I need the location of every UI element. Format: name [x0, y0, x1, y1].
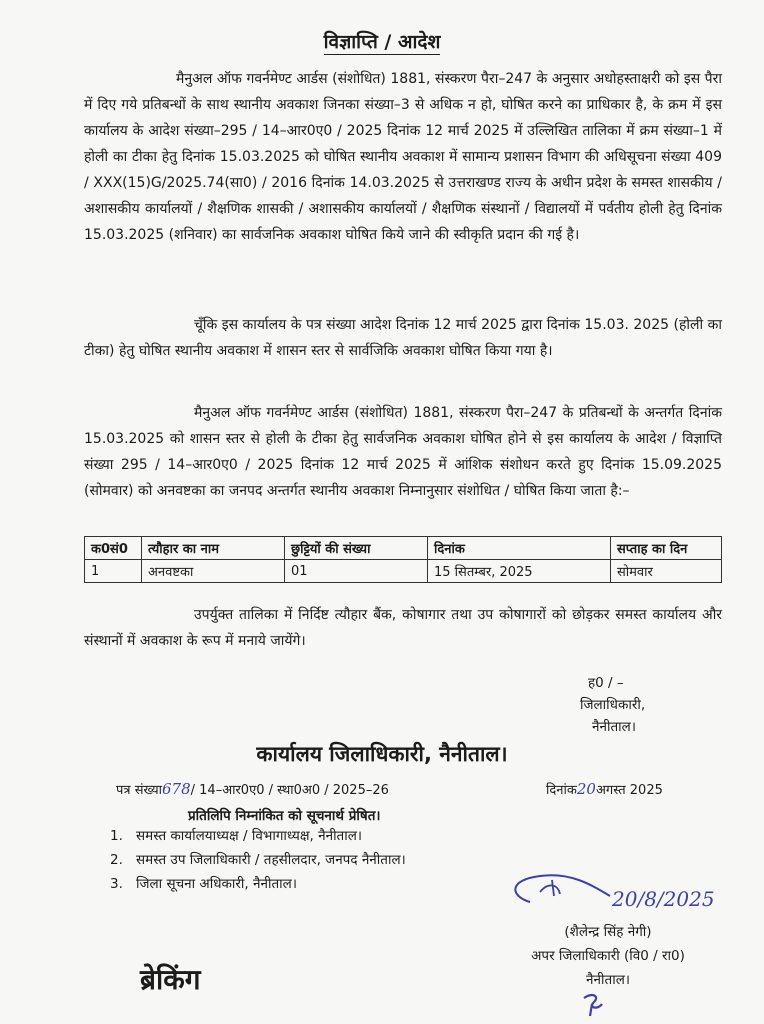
date-suffix: अगस्त 2025: [595, 783, 663, 798]
list-text: जिला सूचना अधिकारी, नैनीताल।: [136, 876, 297, 892]
letter-number: [116, 780, 389, 798]
cell-serial: 1: [85, 560, 142, 583]
overlay-breaking-label: ब्रेकिंग: [140, 963, 201, 996]
list-number: 1.: [110, 828, 123, 844]
document-title: [0, 28, 764, 54]
letter-date: [546, 780, 663, 798]
place: नैनीताल।: [592, 719, 636, 735]
col-weekday: सप्ताह का दिन: [611, 537, 722, 560]
paragraph-4: उपर्युक्त तालिका में निर्दिष्ट त्यौहार बैंक, कोषागार तथा उप कोषागारों को छोड़कर समस्त कार्यालय और संस्थानों में अवकाश के रूप में मनाये जायेंगे।: [84, 607, 722, 649]
handwritten-letter-no: 678: [162, 780, 191, 798]
designation: जिलाधिकारी,: [580, 697, 646, 713]
holiday-table: [84, 536, 722, 583]
copy-forwarded-line: प्रतिलिपि निम्नांकित को सूचनार्थ प्रेषित।: [188, 808, 381, 824]
paragraph-2: चूँकि इस कार्यालय के पत्र संख्या आदेश दिनांक 12 मार्च 2025 द्वारा दिनांक 15.03. 2025 (होली का टीका) हेतु घोषित स्थानीय अवकाश में शासन स्तर से सार्वजिकि अवकाश घोषित किया गया है।: [84, 317, 722, 359]
letter-suffix: / 14–आर0ए0 / स्था0अ0 / 2025–26: [190, 783, 389, 798]
list-number: 3.: [110, 876, 123, 892]
signature-block-adm: [508, 920, 708, 992]
col-festival: त्यौहार का नाम: [142, 537, 285, 560]
signature-date: 20/8/2025: [612, 887, 715, 911]
list-item: [110, 824, 406, 848]
date-prefix: दिनांक: [546, 783, 577, 798]
signature-initials: [540, 880, 560, 896]
title-text: विज्ञाप्ति / आदेश: [323, 31, 441, 53]
cell-holiday-count: 01: [285, 560, 428, 583]
letter-prefix: पत्र संख्या: [116, 783, 162, 798]
cell-festival: अनवष्टका: [142, 560, 285, 583]
table-header-row: [85, 537, 722, 560]
cell-weekday: सोमवार: [611, 560, 722, 583]
list-item: [110, 848, 406, 872]
list-text: समस्त उप जिलाधिकारी / तहसीलदार, जनपद नैनीताल।: [136, 852, 406, 868]
initial-mark: [578, 990, 608, 1018]
signatory-designation: अपर जिलाधिकारी (वि0 / रा0): [531, 948, 685, 964]
recipient-list: [110, 824, 406, 896]
initial-stroke: [584, 995, 602, 1016]
paragraph-1: मैनुअल ऑफ गवर्नमेण्ट आर्डस (संशोधित) 1881, संस्करण पैरा–247 के अनुसार अधोहस्ताक्षरी को इस पैरा में दिए गये प्रतिबन्धों के साथ स्थानीय अवकाश जिनका संख्या–3 से अधिक न हो, घोषित करने का प्राधिकार है, के क्रम में इस कार्यालय के आदेश संख्या–295 / 14–आर0ए0 / 2025 दिनांक 12 मार्च 2025 में उल्लिखित तालिका में क्रम संख्या–1 में होली का टीका हेतु दिनांक 15.03.2025 को घोषित स्थानीय अवकाश में सामान्य प्रशासन विभाग की अधिसूचना संख्या 409 / XXX(15)G/2025.74(सा0) / 2016 दिनांक 14.03.2025 से उत्तराखण्ड राज्य के अधीन प्रदेश के समस्त शासकीय / अशासकीय कार्यालयों / शैक्षणिक शासकी / अशासकीय कार्यालयों / शैक्षणिक संस्थानों / विद्यालयों में पर्वतीय होली हेतु दिनांक 15.03.2025 (शनिवार) का सार्वजनिक अवकाश घोषित किये जाने की स्वीकृति प्रदान की गई है।: [84, 71, 722, 243]
signatory-name: (शैलेन्द्र सिंह नेगी): [564, 924, 652, 940]
list-text: समस्त कार्यालयाध्यक्ष / विभागाध्यक्ष, नैनीताल।: [136, 828, 363, 844]
col-serial: क0सं0: [85, 537, 142, 560]
table-row: [85, 560, 722, 583]
col-holiday-count: छुट्टियों की संख्या: [285, 537, 428, 560]
cell-date: 15 सितम्बर, 2025: [428, 560, 611, 583]
office-heading: कार्यालय जिलाधिकारी, नैनीताल।: [256, 742, 508, 766]
col-date: दिनांक: [428, 537, 611, 560]
paragraph-3: मैनुअल ऑफ गवर्नमेण्ट आर्डस (संशोधित) 1881, संस्करण पैरा–247 के प्रतिबन्धों के अन्तर्गत दिनांक 15.03.2025 को शासन स्तर से होली के टीका हेतु सार्वजनिक अवकाश घोषित होने से इस कार्यालय के आदेश / विज्ञाप्ति संख्या 295 / 14–आर0ए0 / 2025 दिनांक 12 मार्च 2025 में आंशिक संशोधन करते हुए दिनांक 15.09.2025 (सोमवार) को अनवष्टका का जनपद अन्तर्गत स्थानीय अवकाश निम्नानुसार संशोधित / घोषित किया जाता है:–: [84, 405, 722, 499]
list-item: [110, 872, 406, 896]
list-number: 2.: [110, 852, 123, 868]
signatory-place: नैनीताल।: [586, 972, 630, 988]
handwritten-day: 20: [576, 780, 596, 798]
handwritten-signature: [500, 866, 764, 928]
signed-mark: ह0 / –: [588, 675, 624, 691]
signature-stroke: [515, 875, 610, 902]
signature-block-dm: [580, 672, 645, 738]
